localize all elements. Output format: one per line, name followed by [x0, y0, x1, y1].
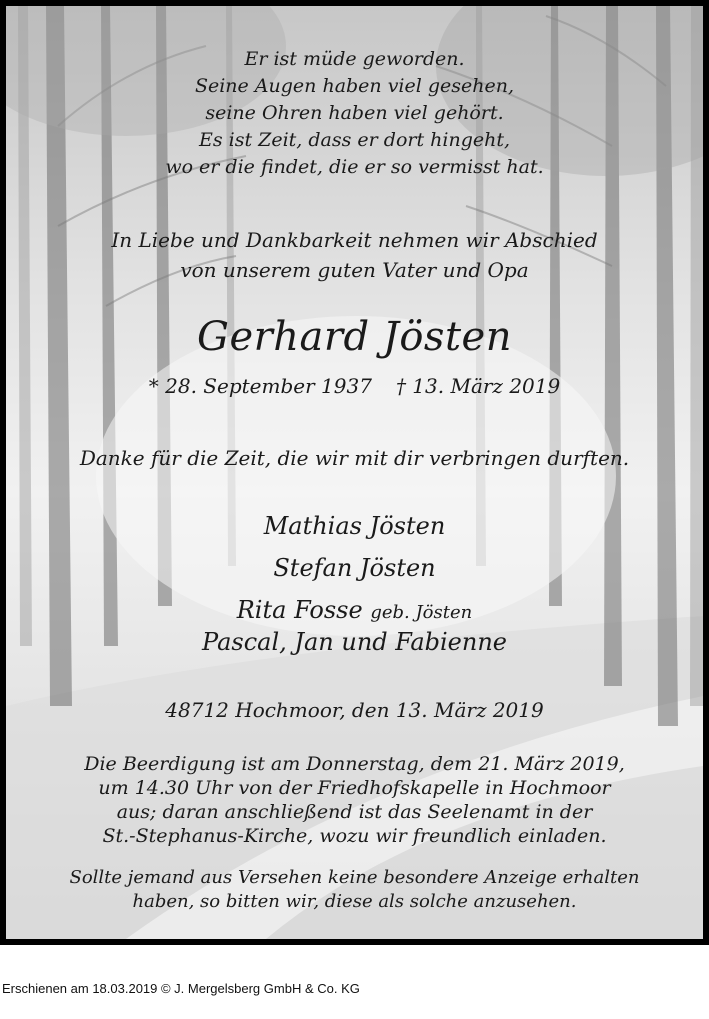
- poem-line: Seine Augen haben viel gesehen,: [194, 75, 515, 97]
- notice-line: haben, so bitten wir, diese als solche anzusehen.: [132, 891, 577, 912]
- birth-date: * 28. September 1937: [148, 374, 372, 398]
- poem: [6, 46, 703, 181]
- place-date: 48712 Hochmoor, den 13. März 2019: [165, 698, 544, 722]
- deceased-name: Gerhard Jösten: [197, 314, 512, 360]
- mourner-name: [6, 596, 703, 624]
- intro-line: von unserem guten Vater und Opa: [180, 258, 529, 282]
- maiden-name-note: geb. Jösten: [370, 602, 473, 623]
- intro: [6, 225, 703, 285]
- mourner-name: Mathias Jösten: [263, 512, 446, 540]
- funeral-line: St.-Stephanus-Kirche, wozu wir freundlich einladen.: [102, 825, 607, 847]
- funeral-details: [6, 752, 703, 848]
- funeral-line: um 14.30 Uhr von der Friedhofskapelle in Hochmoor: [98, 777, 611, 799]
- obituary-text: [6, 6, 703, 939]
- poem-line: seine Ohren haben viel gehört.: [205, 102, 504, 124]
- notice-line: Sollte jemand aus Versehen keine besondere Anzeige erhalten: [69, 867, 640, 888]
- grandchildren: Pascal, Jan und Fabienne: [202, 628, 507, 656]
- life-dates: [6, 374, 703, 398]
- funeral-line: Die Beerdigung ist am Donnerstag, dem 21. März 2019,: [84, 753, 625, 775]
- mourner-name-text: Rita Fosse: [236, 596, 363, 624]
- notice: [6, 866, 703, 914]
- poem-line: wo er die findet, die er so vermisst hat.: [165, 156, 544, 178]
- publication-footer: Erschienen am 18.03.2019 © J. Mergelsberg GmbH & Co. KG: [2, 981, 360, 996]
- poem-line: Es ist Zeit, dass er dort hingeht,: [198, 129, 511, 151]
- thanks-line: Danke für die Zeit, die wir mit dir verbringen durften.: [79, 446, 630, 470]
- poem-line: Er ist müde geworden.: [244, 48, 465, 70]
- intro-line: In Liebe und Dankbarkeit nehmen wir Abschied: [111, 228, 598, 252]
- funeral-line: aus; daran anschließend ist das Seelenamt in der: [116, 801, 593, 823]
- death-date: † 13. März 2019: [395, 374, 561, 398]
- mourner-name: Stefan Jösten: [273, 554, 436, 582]
